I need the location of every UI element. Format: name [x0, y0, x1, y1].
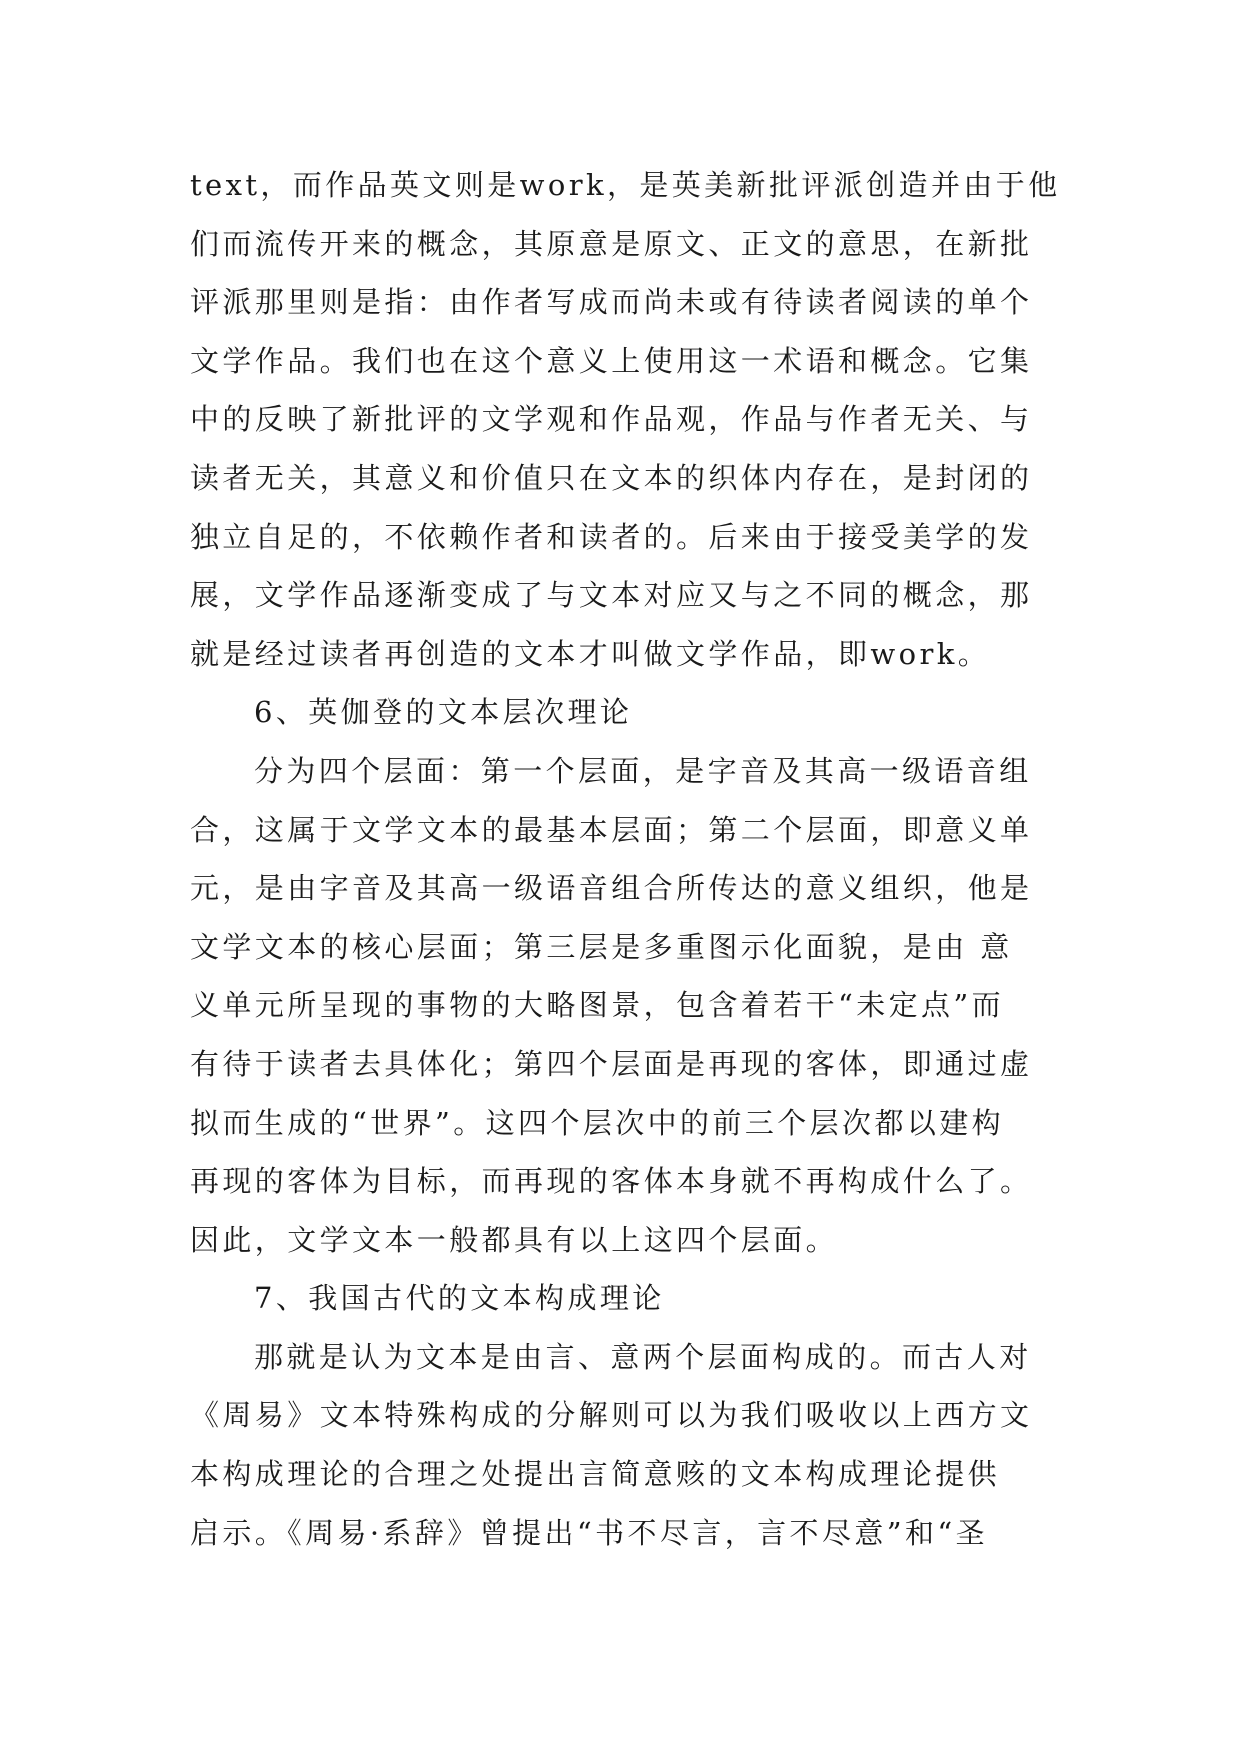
text-line: 独立自足的，不依赖作者和读者的。后来由于接受美学的发	[190, 519, 1033, 554]
text-line: 文学文本的核心层面；第三层是多重图示化面貌，是由 意	[190, 929, 1013, 964]
text-line: 元，是由字音及其高一级语音组合所传达的意义组织，他是	[190, 871, 1033, 906]
paragraph-first-line: 那就是认为文本是由言、意两个层面构成的。而古人对	[254, 1339, 1032, 1374]
text-line: 就是经过读者再创造的文本才叫做文学作品，即work。	[190, 636, 991, 671]
paragraph-first-line: 分为四个层面：第一个层面，是字音及其高一级语音组	[254, 753, 1032, 788]
text-line: 评派那里则是指：由作者写成而尚未或有待读者阅读的单个	[190, 285, 1033, 320]
text-line: 再现的客体为目标，而再现的客体本身就不再构成什么了。	[190, 1164, 1033, 1199]
text-line: 中的反映了新批评的文学观和作品观，作品与作者无关、与	[190, 402, 1033, 437]
text-line: 有待于读者去具体化；第四个层面是再现的客体，即通过虚	[190, 1046, 1033, 1081]
text-line: text，而作品英文则是work，是英美新批评派创造并由于他	[190, 168, 1061, 202]
text-line: 《周易》文本特殊构成的分解则可以为我们吸收以上西方文	[190, 1398, 1033, 1433]
text-line: 因此，文学文本一般都具有以上这四个层面。	[190, 1222, 839, 1257]
text-line: 本构成理论的合理之处提出言简意赅的文本构成理论提供	[190, 1457, 1001, 1492]
text-line: 义单元所呈现的事物的大略图景，包含着若干“未定点”而	[190, 988, 1005, 1023]
text-line: 启示。《周易·系辞》曾提出“书不尽言，言不尽意”和“圣	[190, 1515, 988, 1550]
text-line: 合，这属于文学文本的最基本层面；第二个层面，即意义单	[190, 812, 1033, 847]
text-line: 展，文学作品逐渐变成了与文本对应又与之不同的概念，那	[190, 578, 1033, 613]
text-line: 读者无关，其意义和价值只在文本的织体内存在，是封闭的	[190, 460, 1033, 495]
section-heading: 6、英伽登的文本层次理论	[254, 695, 633, 730]
text-line: 文学作品。我们也在这个意义上使用这一术语和概念。它集	[190, 343, 1033, 378]
text-line: 们而流传开来的概念，其原意是原文、正文的意思，在新批	[190, 226, 1033, 261]
section-heading: 7、我国古代的文本构成理论	[254, 1281, 665, 1316]
text-line: 拟而生成的“世界”。这四个层次中的前三个层次都以建构	[190, 1105, 1005, 1140]
body-text	[190, 156, 1060, 1562]
